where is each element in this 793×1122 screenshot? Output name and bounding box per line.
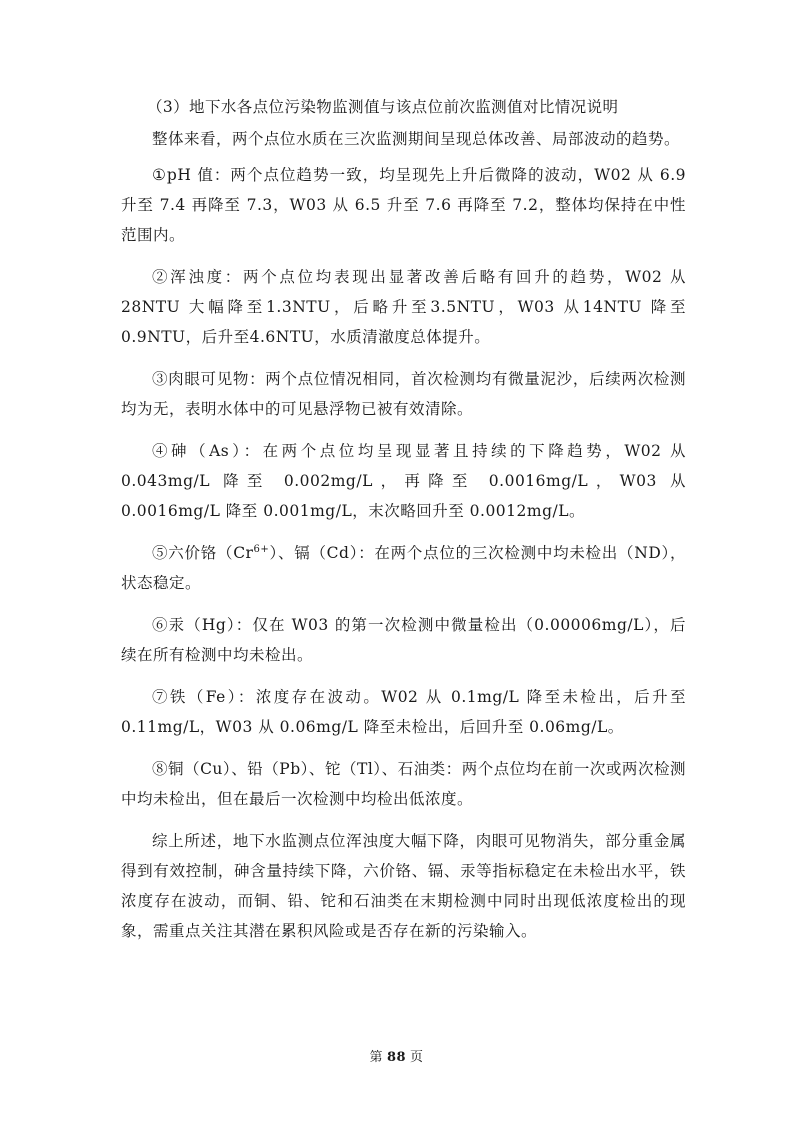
ph-paragraph: ①pH 值：两个点位趋势一致，均呈现先上升后微降的波动，W02 从 6.9 升至 7.4 再降至 7.3，W03 从 6.5 升至 7.6 再降至 7.2，整体均保持在中性范围内。 — [121, 166, 686, 244]
chromium-cadmium-paragraph — [121, 538, 686, 598]
intro-paragraph: 整体来看，两个点位水质在三次监测期间呈现总体改善、局部波动的趋势。 — [152, 130, 681, 148]
summary-paragraph: 综上所述，地下水监测点位浑浊度大幅下降，肉眼可见物消失，部分重金属得到有效控制，砷含量持续下降，六价铬、镉、汞等指标稳定在未检出水平，铁浓度存在波动，而铜、铅、铊和石油类在末期检测中同时出现低浓度检出的现象，需重点关注其潜在累积风险或是否存在新的污染输入。 — [121, 832, 686, 940]
footer-suffix: 页 — [410, 1050, 424, 1065]
turbidity-paragraph: ②浑浊度：两个点位均表现出显著改善后略有回升的趋势，W02 从 28NTU 大幅降至1.3NTU，后略升至3.5NTU，W03 从14NTU 降至0.9NTU，后升至4.6NTU，水质清澈度总体提升。 — [121, 268, 686, 346]
chromium-suffix: ）、镉（Cd）：在两个点位的三次检测中均未检出（ND），状态稳定。 — [121, 544, 686, 592]
page-number: 88 — [386, 1050, 407, 1065]
arsenic-paragraph: ④砷（As）：在两个点位均呈现显著且持续的下降趋势，W02 从 0.043mg/L 降至 0.002mg/L，再降至 0.0016mg/L，W03 从 0.0016mg/L 降至 0.001mg/L，末次略回升至 0.0012mg/L。 — [121, 442, 686, 520]
chromium-superscript: 6+ — [253, 543, 270, 555]
copper-lead-thallium-paragraph: ⑧铜（Cu）、铅（Pb）、铊（Tl）、石油类：两个点位均在前一次或两次检测中均未检出，但在最后一次检测中均检出低浓度。 — [121, 760, 686, 808]
page-body — [121, 94, 686, 958]
mercury-paragraph: ⑥汞（Hg）：仅在 W03 的第一次检测中微量检出（0.00006mg/L），后续在所有检测中均未检出。 — [121, 616, 686, 664]
section-heading: （3）地下水各点位污染物监测值与该点位前次监测值对比情况说明 — [147, 98, 619, 116]
visible-matter-paragraph: ③肉眼可见物：两个点位情况相同，首次检测均有微量泥沙，后续两次检测均为无，表明水体中的可见悬浮物已被有效清除。 — [121, 370, 686, 418]
iron-paragraph: ⑦铁（Fe）：浓度存在波动。W02 从 0.1mg/L 降至未检出，后升至 0.11mg/L，W03 从 0.06mg/L 降至未检出，后回升至 0.06mg/L。 — [121, 688, 686, 736]
page-footer — [0, 1046, 793, 1065]
footer-prefix: 第 — [369, 1050, 383, 1065]
chromium-prefix: ⑤六价铬（Cr — [152, 544, 254, 562]
